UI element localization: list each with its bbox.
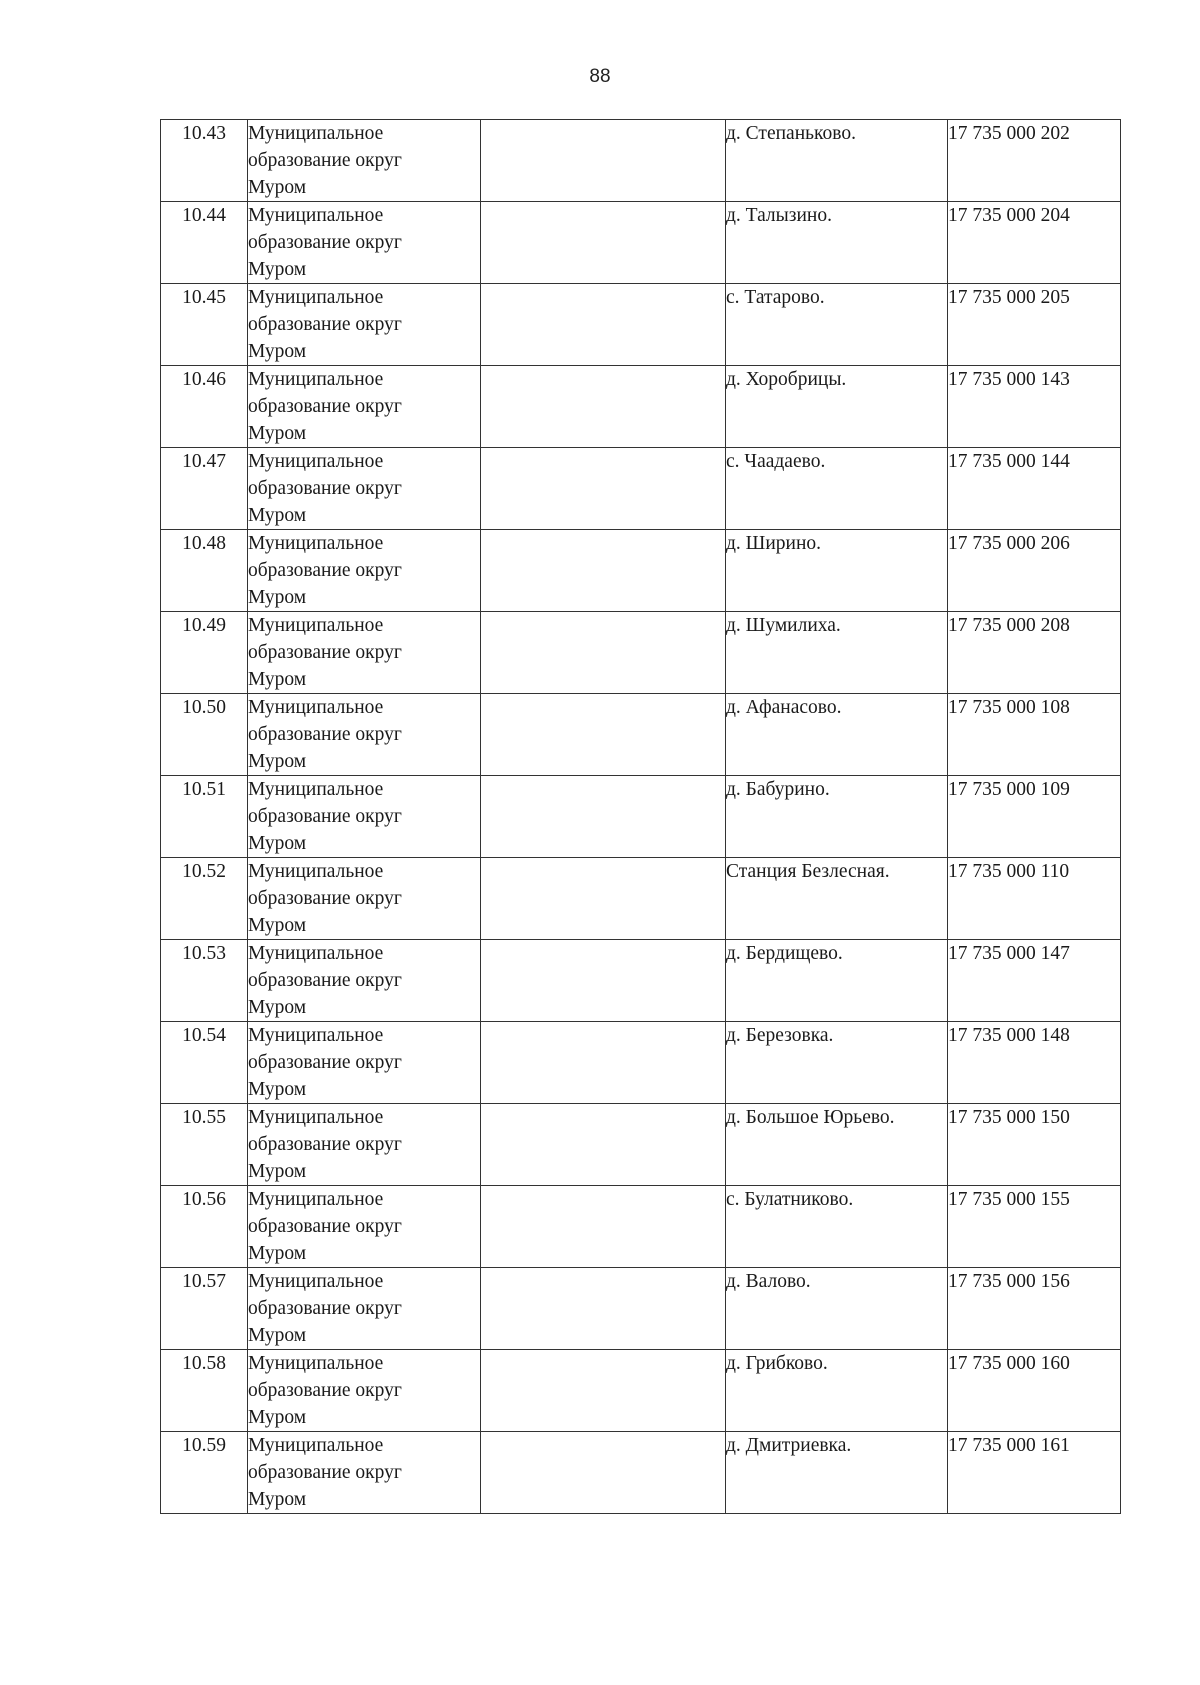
registry-table-body <box>161 120 1121 1514</box>
municipality-line: Муниципальное <box>248 1107 384 1128</box>
municipality-line: Муниципальное <box>248 451 384 472</box>
row-number-cell: 10.43 <box>161 120 248 202</box>
municipality-line: Муром <box>248 259 307 280</box>
code-cell: 17 735 000 202 <box>948 120 1121 202</box>
municipality-cell <box>248 858 481 940</box>
municipality-cell <box>248 1022 481 1104</box>
municipality-line: образование округ <box>248 1298 402 1319</box>
table-row <box>161 530 1121 612</box>
empty-cell <box>481 1104 726 1186</box>
code-cell: 17 735 000 205 <box>948 284 1121 366</box>
code-cell: 17 735 000 160 <box>948 1350 1121 1432</box>
municipality-line: образование округ <box>248 1134 402 1155</box>
municipality-line: образование округ <box>248 1462 402 1483</box>
table-row <box>161 1104 1121 1186</box>
row-number-cell: 10.45 <box>161 284 248 366</box>
municipality-line: Муниципальное <box>248 1435 384 1456</box>
municipality-cell <box>248 202 481 284</box>
municipality-line: Муниципальное <box>248 943 384 964</box>
table-row <box>161 612 1121 694</box>
municipality-line: Муниципальное <box>248 1189 384 1210</box>
municipality-line: Муниципальное <box>248 1271 384 1292</box>
municipality-line: Муниципальное <box>248 697 384 718</box>
municipality-line: Муниципальное <box>248 779 384 800</box>
municipality-cell <box>248 1186 481 1268</box>
row-number-cell: 10.48 <box>161 530 248 612</box>
page-number: 88 <box>589 66 611 87</box>
code-cell: 17 735 000 208 <box>948 612 1121 694</box>
municipality-line: Муром <box>248 1243 307 1264</box>
empty-cell <box>481 530 726 612</box>
municipality-line: образование округ <box>248 970 402 991</box>
municipality-line: образование округ <box>248 1052 402 1073</box>
municipality-cell <box>248 1268 481 1350</box>
municipality-cell <box>248 120 481 202</box>
municipality-line: Муром <box>248 1161 307 1182</box>
code-cell: 17 735 000 144 <box>948 448 1121 530</box>
settlement-cell: д. Шумилиха. <box>726 612 948 694</box>
table-row <box>161 202 1121 284</box>
row-number-cell: 10.49 <box>161 612 248 694</box>
municipality-line: Муром <box>248 1325 307 1346</box>
empty-cell <box>481 694 726 776</box>
municipality-line: Муниципальное <box>248 287 384 308</box>
municipality-line: Муниципальное <box>248 533 384 554</box>
empty-cell <box>481 1186 726 1268</box>
municipality-line: Муниципальное <box>248 205 384 226</box>
settlement-cell: д. Бабурино. <box>726 776 948 858</box>
empty-cell <box>481 120 726 202</box>
table-row <box>161 366 1121 448</box>
empty-cell <box>481 1432 726 1514</box>
table-row <box>161 284 1121 366</box>
municipality-cell <box>248 776 481 858</box>
settlement-cell: д. Бердищево. <box>726 940 948 1022</box>
settlement-cell: д. Ширино. <box>726 530 948 612</box>
municipality-cell <box>248 694 481 776</box>
municipality-line: Муниципальное <box>248 861 384 882</box>
municipality-line: образование округ <box>248 806 402 827</box>
municipality-line: образование округ <box>248 888 402 909</box>
code-cell: 17 735 000 108 <box>948 694 1121 776</box>
code-cell: 17 735 000 156 <box>948 1268 1121 1350</box>
municipality-line: Муниципальное <box>248 369 384 390</box>
municipality-line: Муниципальное <box>248 1353 384 1374</box>
municipality-line: Муром <box>248 505 307 526</box>
municipality-line: Муром <box>248 341 307 362</box>
municipality-line: образование округ <box>248 642 402 663</box>
municipality-line: образование округ <box>248 150 402 171</box>
municipality-line: образование округ <box>248 1216 402 1237</box>
empty-cell <box>481 612 726 694</box>
municipality-line: образование округ <box>248 1380 402 1401</box>
municipality-line: Муром <box>248 997 307 1018</box>
settlement-cell: с. Чаадаево. <box>726 448 948 530</box>
table-row <box>161 448 1121 530</box>
registry-table <box>160 119 1121 1514</box>
municipality-cell <box>248 1350 481 1432</box>
municipality-cell <box>248 1104 481 1186</box>
table-row <box>161 120 1121 202</box>
empty-cell <box>481 448 726 530</box>
municipality-line: Муром <box>248 1079 307 1100</box>
code-cell: 17 735 000 147 <box>948 940 1121 1022</box>
empty-cell <box>481 1268 726 1350</box>
municipality-cell <box>248 940 481 1022</box>
municipality-line: Муром <box>248 587 307 608</box>
settlement-cell: д. Дмитриевка. <box>726 1432 948 1514</box>
municipality-cell <box>248 284 481 366</box>
row-number-cell: 10.44 <box>161 202 248 284</box>
settlement-cell: д. Грибково. <box>726 1350 948 1432</box>
settlement-cell: Станция Безлесная. <box>726 858 948 940</box>
code-cell: 17 735 000 155 <box>948 1186 1121 1268</box>
row-number-cell: 10.53 <box>161 940 248 1022</box>
row-number-cell: 10.52 <box>161 858 248 940</box>
municipality-cell <box>248 448 481 530</box>
table-row <box>161 776 1121 858</box>
municipality-line: Муром <box>248 751 307 772</box>
municipality-line: Муниципальное <box>248 123 384 144</box>
table-row <box>161 1268 1121 1350</box>
empty-cell <box>481 1350 726 1432</box>
empty-cell <box>481 202 726 284</box>
code-cell: 17 735 000 161 <box>948 1432 1121 1514</box>
table-row <box>161 1022 1121 1104</box>
row-number-cell: 10.51 <box>161 776 248 858</box>
settlement-cell: с. Татарово. <box>726 284 948 366</box>
municipality-line: образование округ <box>248 314 402 335</box>
settlement-cell: д. Большое Юрьево. <box>726 1104 948 1186</box>
row-number-cell: 10.55 <box>161 1104 248 1186</box>
municipality-line: образование округ <box>248 724 402 745</box>
settlement-cell: с. Булатниково. <box>726 1186 948 1268</box>
code-cell: 17 735 000 109 <box>948 776 1121 858</box>
municipality-line: образование округ <box>248 396 402 417</box>
code-cell: 17 735 000 206 <box>948 530 1121 612</box>
table-row <box>161 1432 1121 1514</box>
code-cell: 17 735 000 148 <box>948 1022 1121 1104</box>
municipality-line: образование округ <box>248 560 402 581</box>
municipality-line: образование округ <box>248 232 402 253</box>
settlement-cell: д. Валово. <box>726 1268 948 1350</box>
row-number-cell: 10.57 <box>161 1268 248 1350</box>
row-number-cell: 10.50 <box>161 694 248 776</box>
code-cell: 17 735 000 204 <box>948 202 1121 284</box>
empty-cell <box>481 858 726 940</box>
code-cell: 17 735 000 150 <box>948 1104 1121 1186</box>
table-row <box>161 694 1121 776</box>
empty-cell <box>481 940 726 1022</box>
municipality-cell <box>248 612 481 694</box>
table-row <box>161 1350 1121 1432</box>
empty-cell <box>481 1022 726 1104</box>
row-number-cell: 10.54 <box>161 1022 248 1104</box>
row-number-cell: 10.56 <box>161 1186 248 1268</box>
settlement-cell: д. Хоробрицы. <box>726 366 948 448</box>
row-number-cell: 10.46 <box>161 366 248 448</box>
settlement-cell: д. Афанасово. <box>726 694 948 776</box>
table-row <box>161 858 1121 940</box>
municipality-line: образование округ <box>248 478 402 499</box>
settlement-cell: д. Талызино. <box>726 202 948 284</box>
municipality-line: Муниципальное <box>248 1025 384 1046</box>
table-row <box>161 1186 1121 1268</box>
municipality-cell <box>248 530 481 612</box>
municipality-line: Муром <box>248 915 307 936</box>
municipality-line: Муром <box>248 1407 307 1428</box>
table-row <box>161 940 1121 1022</box>
municipality-line: Муром <box>248 1489 307 1510</box>
row-number-cell: 10.58 <box>161 1350 248 1432</box>
code-cell: 17 735 000 110 <box>948 858 1121 940</box>
empty-cell <box>481 366 726 448</box>
settlement-cell: д. Березовка. <box>726 1022 948 1104</box>
municipality-line: Муром <box>248 833 307 854</box>
settlement-cell: д. Степаньково. <box>726 120 948 202</box>
empty-cell <box>481 284 726 366</box>
municipality-line: Муниципальное <box>248 615 384 636</box>
row-number-cell: 10.59 <box>161 1432 248 1514</box>
municipality-line: Муром <box>248 177 307 198</box>
municipality-line: Муром <box>248 669 307 690</box>
row-number-cell: 10.47 <box>161 448 248 530</box>
code-cell: 17 735 000 143 <box>948 366 1121 448</box>
municipality-line: Муром <box>248 423 307 444</box>
empty-cell <box>481 776 726 858</box>
municipality-cell <box>248 1432 481 1514</box>
municipality-cell <box>248 366 481 448</box>
